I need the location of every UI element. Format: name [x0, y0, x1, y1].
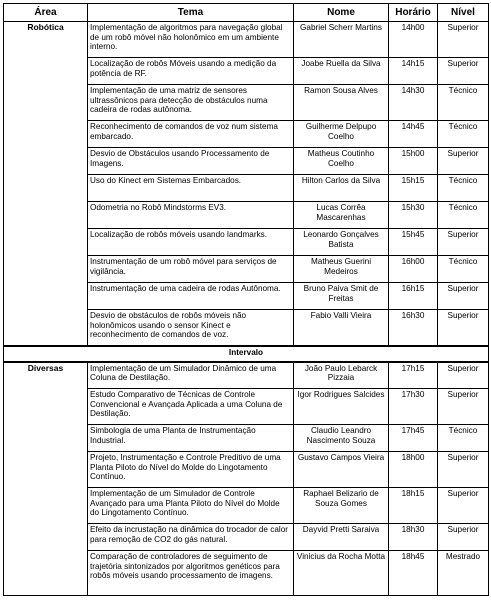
nivel-cell: Superior [438, 148, 489, 175]
nome-cell: Hilton Carlos da Silva [294, 175, 389, 202]
horario-cell: 17h30 [389, 389, 438, 425]
tema-cell: Desvio de Obstáculos usando Processamento de Imagens. [88, 148, 294, 175]
nome-cell: Matheus Coutinho Coelho [294, 148, 389, 175]
tema-cell: Instrumentação de uma cadeira de rodas Autônoma. [88, 283, 294, 310]
tema-cell: Uso do Kinect em Sistemas Embarcados. [88, 175, 294, 202]
nome-cell: Ramon Sousa Alves [294, 85, 389, 121]
horario-cell: 15h45 [389, 229, 438, 256]
nivel-cell: Superior [438, 229, 489, 256]
nome-cell: Leonardo Gonçalves Batista [294, 229, 389, 256]
nivel-cell: Superior [438, 283, 489, 310]
nome-cell: Dayvid Pretti Saraiva [294, 524, 389, 551]
tema-cell: Implementação de uma matriz de sensores ultrassônicos para detecção de obstáculos numa cadeira de rodas autônoma. [88, 85, 294, 121]
nivel-cell: Superior [438, 524, 489, 551]
nivel-cell: Técnico [438, 425, 489, 452]
nivel-cell: Superior [438, 362, 489, 389]
horario-cell: 14h45 [389, 121, 438, 148]
nivel-cell: Superior [438, 452, 489, 488]
nivel-cell: Técnico [438, 85, 489, 121]
header-horario: Horário [389, 4, 438, 22]
nivel-cell: Superior [438, 310, 489, 346]
nome-cell: Raphael Belizario de Souza Gomes [294, 488, 389, 524]
header-nivel: Nível [438, 4, 489, 22]
nome-cell: Igor Rodrigues Salcides [294, 389, 389, 425]
nome-cell: Gabriel Scherr Martins [294, 22, 389, 58]
tema-cell: Efeito da incrustação na dinâmica do trocador de calor para remoção de CO2 do gás natural. [88, 524, 294, 551]
tema-cell: Projeto, Instrumentação e Controle Preditivo de uma Planta Piloto do Nível do Molde do Lingotamento Contínuo. [88, 452, 294, 488]
nome-cell: Guilherme Delpupo Coelho [294, 121, 389, 148]
area-cell: Diversas [4, 362, 88, 596]
header-tema: Tema [88, 4, 294, 22]
schedule-table [3, 3, 489, 596]
tema-cell: Reconhecimento de comandos de voz num sistema embarcado. [88, 121, 294, 148]
tema-cell: Odometria no Robô Mindstorms EV3. [88, 202, 294, 229]
area-cell: Robótica [4, 22, 88, 346]
horario-cell: 15h30 [389, 202, 438, 229]
horario-cell: 18h30 [389, 524, 438, 551]
horario-cell: 18h00 [389, 452, 438, 488]
header-row [4, 4, 489, 22]
tema-cell: Estudo Comparativo de Técnicas de Controle Convencional e Avançada Aplicada a uma Coluna de Destilação. [88, 389, 294, 425]
nivel-cell: Mestrado [438, 551, 489, 596]
nivel-cell: Técnico [438, 175, 489, 202]
tema-cell: Localização de robôs Móveis usando a medição da potência de RF. [88, 58, 294, 85]
tema-cell: Instrumentação de um robô móvel para serviços de vigilância. [88, 256, 294, 283]
horario-cell: 18h45 [389, 551, 438, 596]
nome-cell: Fabio Valli Vieira [294, 310, 389, 346]
nivel-cell: Técnico [438, 121, 489, 148]
nome-cell: Gustavo Campos Vieira [294, 452, 389, 488]
tema-cell: Comparação de controladores de seguimento de trajetória sintonizados por algoritmos genéticos para robôs móveis usando processamento de imagens. [88, 551, 294, 596]
tema-cell: Simbologia de uma Planta de Instrumentação Industrial. [88, 425, 294, 452]
nome-cell: Claudio Leandro Nascimento Souza [294, 425, 389, 452]
horario-cell: 16h30 [389, 310, 438, 346]
horario-cell: 17h45 [389, 425, 438, 452]
horario-cell: 14h00 [389, 22, 438, 58]
nome-cell: Bruno Paiva Smit de Freitas [294, 283, 389, 310]
nivel-cell: Superior [438, 389, 489, 425]
tema-cell: Implementação de algoritmos para navegação global de um robô móvel não holonômico em um ambiente interno. [88, 22, 294, 58]
nome-cell: Lucas Corrêa Mascarenhas [294, 202, 389, 229]
tema-cell: Implementação de um Simulador Dinâmico de uma Coluna de Destilação. [88, 362, 294, 389]
break-row [4, 346, 489, 362]
header-area: Área [4, 4, 88, 22]
header-nome: Nome [294, 4, 389, 22]
nivel-cell: Superior [438, 58, 489, 85]
nome-cell: Vinicius da Rocha Motta [294, 551, 389, 596]
schedule-container [3, 3, 488, 596]
nivel-cell: Superior [438, 22, 489, 58]
horario-cell: 15h15 [389, 175, 438, 202]
horario-cell: 14h30 [389, 85, 438, 121]
nome-cell: Joabe Ruella da Silva [294, 58, 389, 85]
nome-cell: João Paulo Lebarck Pizzaia [294, 362, 389, 389]
nivel-cell: Técnico [438, 256, 489, 283]
tema-cell: Implementação de um Simulador de Controle Avançado para uma Planta Piloto do Nível do Molde do Lingotamento Contínuo. [88, 488, 294, 524]
horario-cell: 18h15 [389, 488, 438, 524]
table-row [4, 22, 489, 58]
horario-cell: 16h00 [389, 256, 438, 283]
horario-cell: 16h15 [389, 283, 438, 310]
horario-cell: 15h00 [389, 148, 438, 175]
nivel-cell: Superior [438, 488, 489, 524]
horario-cell: 14h15 [389, 58, 438, 85]
schedule-body [4, 22, 489, 596]
table-row [4, 362, 489, 389]
tema-cell: Desvio de obstáculos de robôs móveis não holonômicos usando o sensor Kinect e reconhecimento de comandos de voz. [88, 310, 294, 346]
horario-cell: 17h15 [389, 362, 438, 389]
nivel-cell: Técnico [438, 202, 489, 229]
break-label: Intervalo [4, 346, 489, 362]
nome-cell: Matheus Guerini Medeiros [294, 256, 389, 283]
tema-cell: Localização de robôs móveis usando landmarks. [88, 229, 294, 256]
